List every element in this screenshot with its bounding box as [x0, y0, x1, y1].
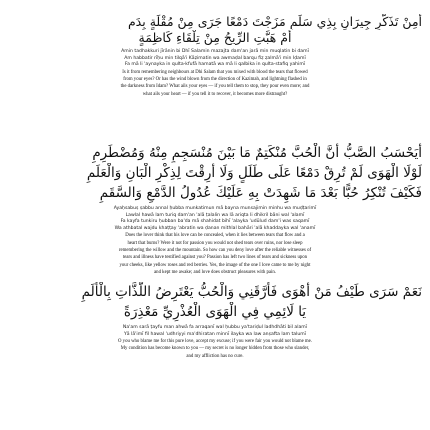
- transliteration-line: Fa kayfa tunkiru ḥubban ba'da mā shahidat bihī 'alayka 'udūlud dam'i was saqamī: [120, 219, 310, 225]
- transliteration-line: Yā lā'imī fil hawal 'udhriyyi ma'dhiratan minnī ilayka wa law anṣafta lam talumī: [124, 331, 306, 337]
- arabic-verse: لَوْلَا الْهَوَى لَمْ تُرِقْ دَمْعًا عَلَى طَلَلٍ وَلَا أَرِقْتَ لِذِكْرِ الْبَانِ وَالْعَلَمِ: [86, 165, 422, 181]
- english-line: and kept me awake; and love does obstruct pleasures with pain.: [154, 269, 276, 275]
- english-line: your cheeks, like yellow roses and red berries. Yes, the image of the one I love came to me by night: [119, 262, 311, 268]
- english-line: remembering the willow and the mountain. So how can you deny love after the reliable witnesses of: [118, 247, 312, 253]
- transliteration-line: Am habbatir rīḥu min tilqā'i Kāẓimatin wa awmaḍal barqu fiẓ ẓalmā'i min Iḍamī: [124, 55, 306, 61]
- english-line: heart that burns? Were it not for passion you would not shed tears over ruins, nor lose sleep: [127, 240, 303, 246]
- stanza-2: [8, 143, 422, 276]
- english-line: tears and illness have testified against you? Passion has left two lines of tears and sickness upon: [122, 255, 308, 261]
- stanza-1: [8, 14, 422, 98]
- english-line: Does the lover think that his love can be concealed, when it lies between tears that flow and a: [125, 233, 305, 239]
- transliteration-line: Amin tadhakkuri jīrānin bi Dhī Salamin mazajta dam'an jarā min muqlatin bi damī: [121, 49, 309, 54]
- transliteration-line: Wa athbatal wajdu khaṭṭay 'abratin wa ḍanan mithlal bahāri 'alā khaddayka wal 'anamī: [114, 225, 316, 231]
- english-line: My condition has become known to you — my secret is no longer hidden from those who slander,: [120, 346, 310, 352]
- english-line: the darkness from Idam? What ails your eyes — if you tell them to stop, they pour even more; and: [120, 84, 310, 90]
- arabic-verse: فَكَيْفَ تُنْكِرُ حُبًّا بَعْدَ مَا شَهِدَتْ بِهِ عَلَيْكَ عُدُولُ الدَّمْعِ وَالسَّقَمِ: [99, 185, 422, 201]
- arabic-verse: أَمِنْ تَذَكُّرِ جِيرَانٍ بِذِي سَلَمٍ مَزَجْتَ دَمْعًا جَرَى مِنْ مُقْلَةٍ بِدَمِ: [127, 14, 422, 29]
- transliteration-line: Lawlal hawā lam turiq dam'an 'alā ṭalalin wa lā ariqta li dhikril bāni wal 'alamī: [125, 212, 305, 218]
- transliteration-line: Na'am sarā ṭayfu man ahwā fa arraqanī wal ḥubbu ya'tariḍul ladhdhāti bil alamī: [122, 325, 308, 330]
- transliteration-line: Ayaḥsabuṣ ṣabbu annal ḥubba munkatimun mā bayna munsajimin minhu wa muḍṭarimī: [113, 206, 317, 211]
- stanza-3: [8, 282, 422, 360]
- english-line: what ails your heart — if you tell it to recover, it becomes more distraught?: [142, 91, 288, 97]
- english-line: and my affliction has no cure.: [186, 353, 244, 359]
- english-line: Is it from remembering neighbours at Dhi Salam that you mixed with blood the tears that flowed: [122, 69, 308, 75]
- arabic-verse: نَعَمْ سَرَى طَيْفُ مَنْ أَهْوَى فَأَرَّقَنِي وَالْحُبُّ يَعْتَرِضُ اللَّذَّاتِ بِالْأَلَمِ: [81, 284, 422, 300]
- english-line: O you who blame me for this pure love, accept my excuse; if you were fair you would not blame me.: [118, 339, 312, 345]
- transliteration-line: Fa mā li 'aynayka in qulta-kfufā hamatā wa mā li qalbika in qulta-stafiq yahimī: [124, 62, 306, 68]
- arabic-verse: أَيَحْسَبُ الصَّبُّ أَنَّ الْحُبَّ مُنْكَتِمٌ مَا بَيْنَ مُنْسَجِمٍ مِنْهُ وَمُضْطَرِمِ: [92, 145, 422, 161]
- arabic-verse: أَمْ هَبَّتِ الرِّيحُ مِنْ تِلْقَاءِ كَاظِمَةٍ: [138, 30, 292, 45]
- arabic-verse: يَا لَائِمِي فِي الْهَوَى الْعُذْرِيِّ مَعْذِرَةً: [123, 304, 307, 320]
- english-line: from your eyes? Or has the wind blown from the direction of Kazimah, and lightning flashed in: [123, 77, 307, 83]
